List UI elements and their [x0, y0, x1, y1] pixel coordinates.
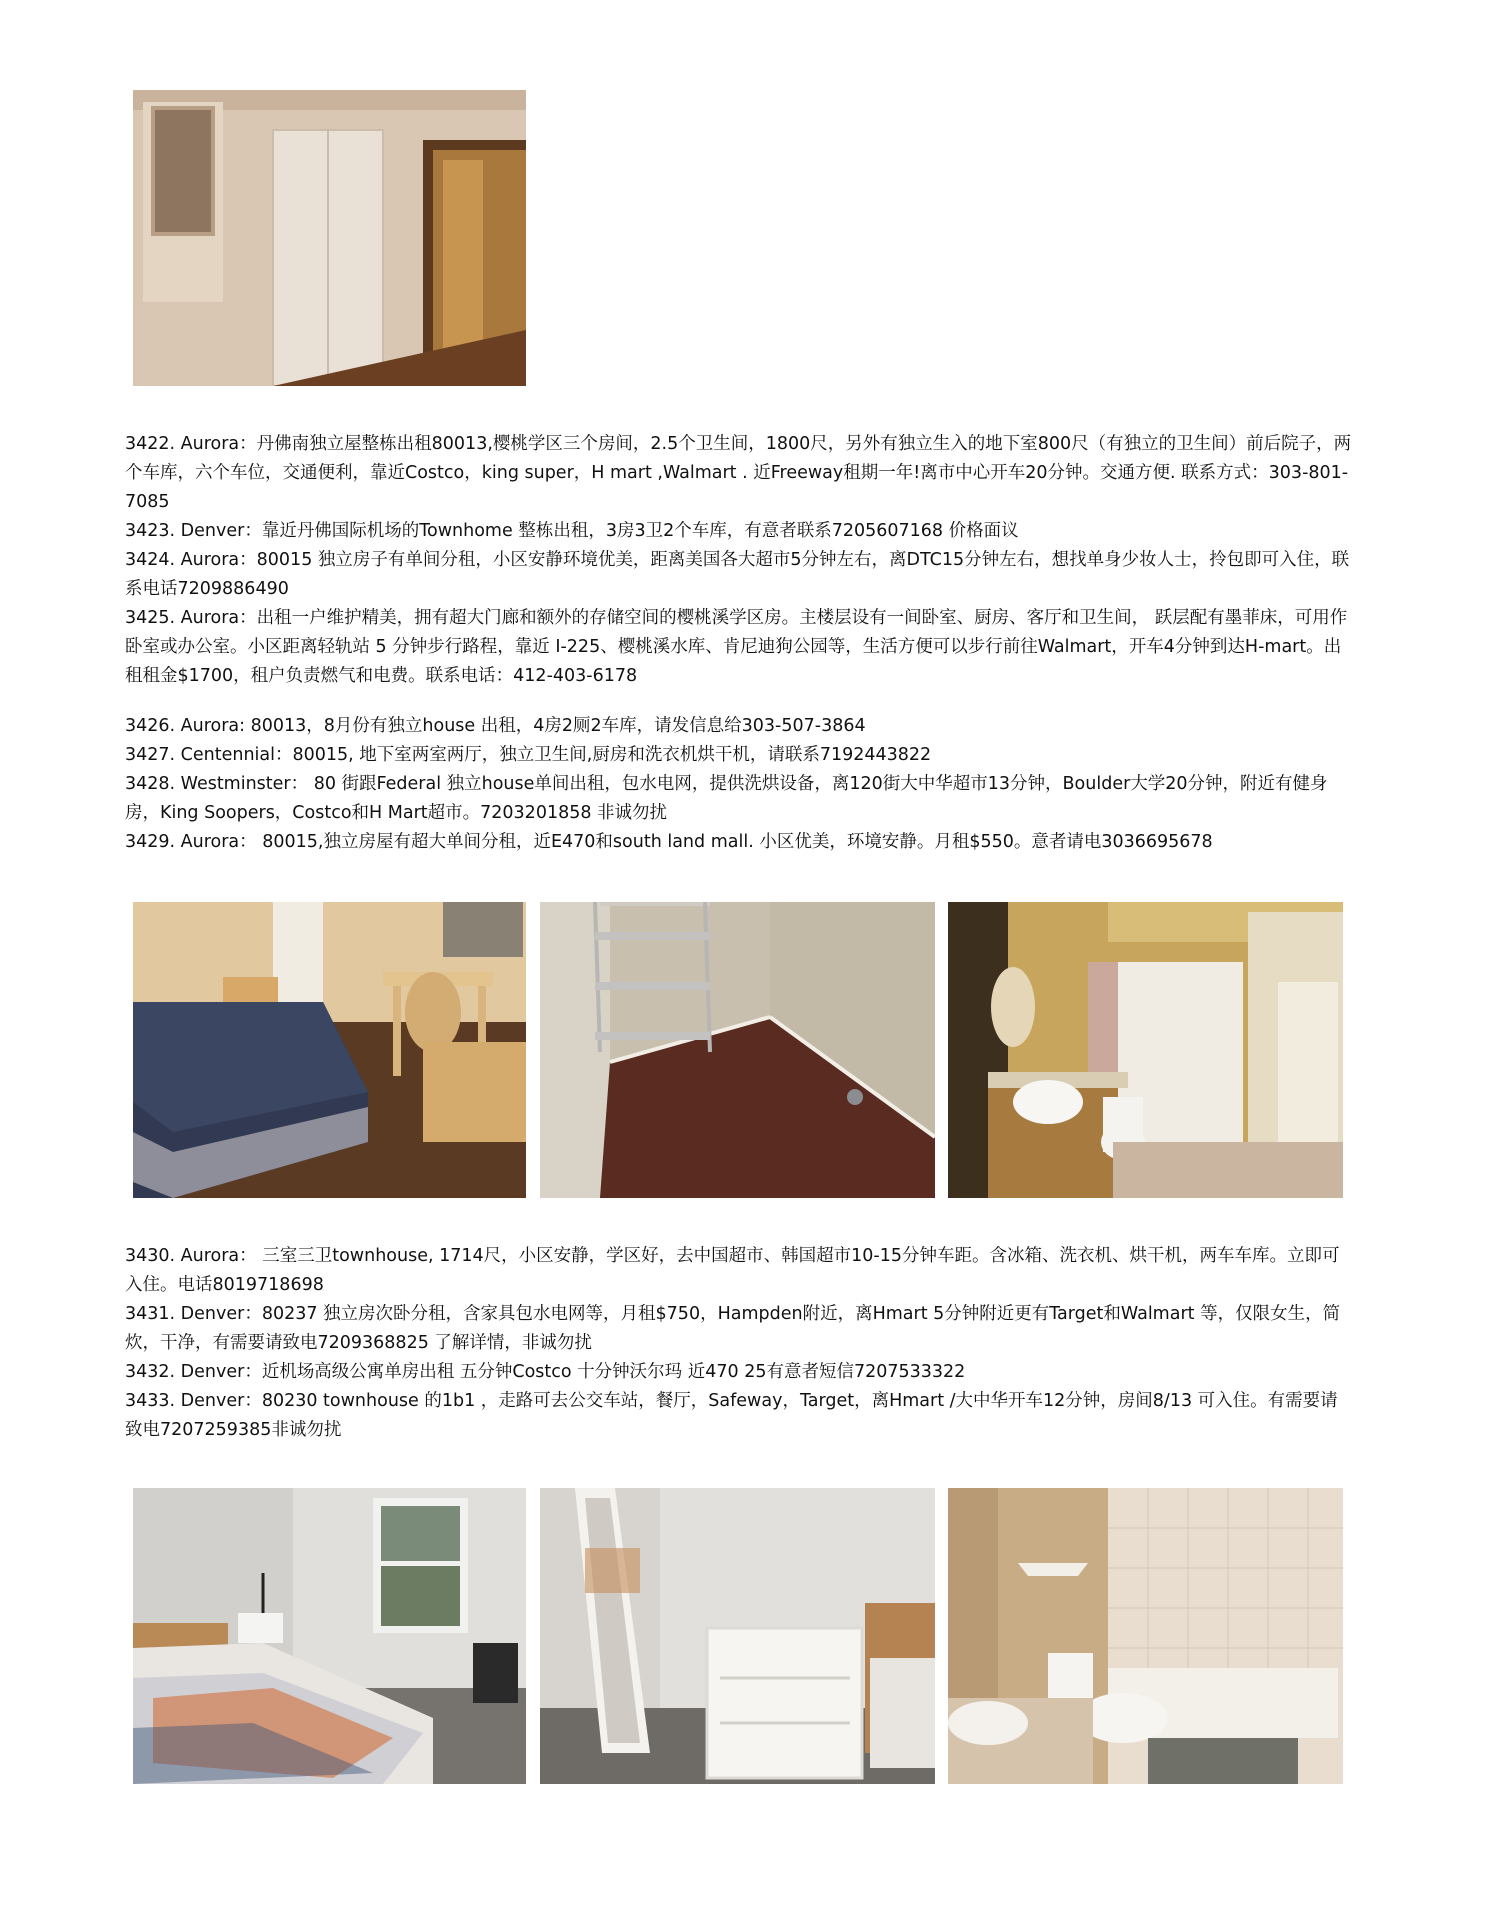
bathroom-tub-photo [948, 1488, 1343, 1784]
room-doorway-photo [133, 90, 526, 386]
listing-item: 3425. Aurora：出租一户维护精美，拥有超大门廊和额外的存储空间的樱桃溪学区房。主楼层设有一间卧室、厨房、客厅和卫生间， 跃层配有墨菲床，可用作卧室或办公室。小区距离轻轨站 5 分钟步行路程，靠近 I-225、樱桃溪水库、肯尼迪狗公园等，生活方便可以步行前往Walmart，开车4分钟到达H-mart。出租租金$1700，租户负责燃气和电费。联系电话：412-403-6178 [125, 608, 1348, 686]
empty-room-shelf-photo [540, 902, 935, 1198]
listing-item: 3422. Aurora：丹佛南独立屋整栋出租80013,樱桃学区三个房间，2.5个卫生间，1800尺，另外有独立生入的地下室800尺（有独立的卫生间）前后院子，两个车库，六个车位，交通便利，靠近Costco，king super，H mart ,Walmart . 近Freeway租期一年!离市中心开车20分钟。交通方便. 联系方式：303-801-7085 [125, 434, 1352, 512]
listing-item: 3429. Aurora： 80015,独立房屋有超大单间分租，近E470和south land mall. 小区优美，环境安静。月租$550。意者请电3036695678 [125, 832, 1213, 852]
room-mirror-shelf-photo [540, 1488, 935, 1784]
bathroom-photo [948, 902, 1343, 1198]
listing-item: 3432. Denver：近机场高级公寓单房出租 五分钟Costco 十分钟沃尔玛 近470 25有意者短信7207533322 [125, 1362, 966, 1382]
listing-item: 3424. Aurora：80015 独立房子有单间分租，小区安静环境优美，距离美国各大超市5分钟左右，离DTC15分钟左右，想找单身少妆人士，拎包即可入住，联系电话7209886490 [125, 550, 1350, 599]
bedroom-photo [133, 902, 526, 1198]
listing-item: 3427. Centennial：80015, 地下室两室两厅，独立卫生间,厨房和洗衣机烘干机，请联系7192443822 [125, 745, 932, 765]
listing-item: 3431. Denver：80237 独立房次卧分租，含家具包水电网等，月租$750，Hampden附近，离Hmart 5分钟附近更有Target和Walmart 等，仅限女生，简炊，干净，有需要请致电7209368825 了解详情，非诚勿扰 [125, 1304, 1341, 1353]
listing-item: 3433. Denver：80230 townhouse 的1b1 ，走路可去公交车站，餐厅，Safeway，Target，离Hmart /大中华开车12分钟，房间8/13 可入住。有需要请致电7207259385非诚勿扰 [125, 1391, 1338, 1440]
listing-block-2 [125, 712, 1355, 857]
listing-item: 3423. Denver：靠近丹佛国际机场的Townhome 整栋出租，3房3卫2个车库，有意者联系7205607168 价格面议 [125, 521, 1019, 541]
listing-item: 3428. Westminster： 80 街跟Federal 独立house单间出租，包水电网，提供洗烘设备，离120街大中华超市13分钟，Boulder大学20分钟，附近有健身房，King Soopers，Costco和H Mart超市。7203201858 非诚勿扰 [125, 774, 1328, 823]
listing-block-3 [125, 1242, 1355, 1445]
listing-item: 3426. Aurora: 80013，8月份有独立house 出租，4房2厕2车库，请发信息给303-507-3864 [125, 716, 866, 736]
bedroom-window-photo [133, 1488, 526, 1784]
listing-block-1 [125, 430, 1355, 691]
listing-item: 3430. Aurora： 三室三卫townhouse, 1714尺，小区安静，学区好，去中国超市、韩国超市10-15分钟车距。含冰箱、洗衣机、烘干机，两车车库。立即可入住。电话8019718698 [125, 1246, 1340, 1295]
